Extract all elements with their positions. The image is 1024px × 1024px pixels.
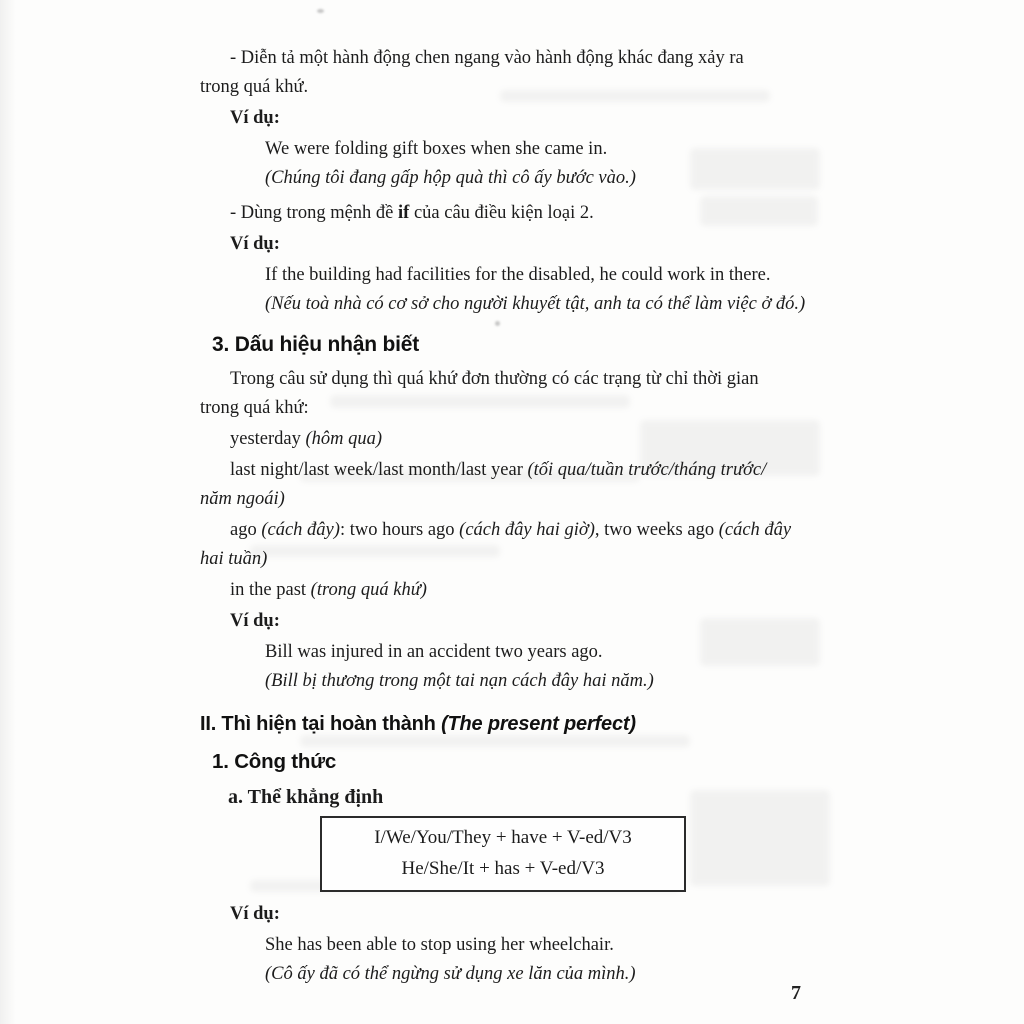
page-content xyxy=(200,44,824,989)
text-run: : two hours ago xyxy=(339,520,460,540)
example-english: She has been able to stop using her wheelchair. xyxy=(265,935,614,955)
subheading-formula: 1. Công thức xyxy=(212,750,337,773)
example-vietnamese: (Bill bị thương trong một tai nạn cách đây hai năm.) xyxy=(265,671,654,691)
example-label: Ví dụ: xyxy=(230,234,280,254)
example-label: Ví dụ: xyxy=(230,108,280,128)
heading-text-italic: (The present perfect) xyxy=(441,713,636,735)
signal-item-yesterday xyxy=(230,425,824,454)
paragraph-line: - Diễn tả một hành động chen ngang vào hành động khác đang xảy ra xyxy=(230,48,744,68)
paragraph-line: trong quá khứ: xyxy=(200,398,309,418)
example-english: If the building had facilities for the disabled, he could work in there. xyxy=(265,265,771,285)
section-heading-signals: 3. Dấu hiệu nhận biết xyxy=(212,333,419,356)
example-english: Bill was injured in an accident two years ago. xyxy=(265,642,603,662)
bullet-usage-interrupt xyxy=(200,44,824,102)
example-label: Ví dụ: xyxy=(230,611,280,631)
text-run-italic: hai tuần) xyxy=(200,549,268,569)
page-number: 7 xyxy=(791,982,801,1004)
text-run-italic: (tối qua/tuần trước/tháng trước/ xyxy=(527,460,767,480)
text-run-italic: (cách đây hai giờ) xyxy=(459,520,595,540)
text-run: in the past xyxy=(230,580,311,600)
text-run: yesterday xyxy=(230,429,306,449)
bullet-usage-if xyxy=(230,199,824,228)
text-run-italic: (cách đây) xyxy=(261,520,340,540)
text-run: last night/last week/last month/last year xyxy=(230,460,528,480)
example-vietnamese: (Cô ấy đã có thể ngừng sử dụng xe lăn của mình.) xyxy=(265,964,636,984)
paragraph-line: Trong câu sử dụng thì quá khứ đơn thường có các trạng từ chỉ thời gian xyxy=(230,369,759,389)
heading-text: II. Thì hiện tại hoàn thành xyxy=(200,713,442,735)
formula-line-singular: He/She/It + has + V-ed/V3 xyxy=(401,858,605,879)
signals-intro xyxy=(200,365,824,423)
example-english: We were folding gift boxes when she came in. xyxy=(265,139,608,159)
example-vietnamese: (Nếu toà nhà có cơ sở cho người khuyết tật, anh ta có thể làm việc ở đó.) xyxy=(265,294,806,314)
formula-line-plural: I/We/You/They + have + V-ed/V3 xyxy=(374,827,632,848)
text-run-italic: năm ngoái) xyxy=(200,489,285,509)
formula-box xyxy=(320,816,686,892)
text-run-italic: (cách đây xyxy=(718,520,792,540)
signal-item-in-the-past xyxy=(230,576,824,605)
text-run: - Dùng trong mệnh đề xyxy=(230,203,399,223)
section-heading-present-perfect xyxy=(200,708,824,740)
text-run: của câu điều kiện loại 2. xyxy=(409,203,594,223)
text-run: , two weeks ago xyxy=(594,520,719,540)
signal-item-ago xyxy=(200,516,824,574)
scan-artifact-dot xyxy=(317,9,324,13)
text-run-italic: (hôm qua) xyxy=(305,429,383,449)
example-label: Ví dụ: xyxy=(230,904,280,924)
paragraph-line: trong quá khứ. xyxy=(200,77,309,97)
example-block xyxy=(265,135,824,193)
text-run-italic: (trong quá khứ) xyxy=(310,580,427,600)
text-run-bold-if: if xyxy=(398,203,410,223)
example-block xyxy=(265,261,824,319)
signal-item-last xyxy=(200,456,824,514)
example-vietnamese: (Chúng tôi đang gấp hộp quà thì cô ấy bước vào.) xyxy=(265,168,636,188)
text-run: ago xyxy=(230,520,262,540)
subheading-affirmative: a. Thể khẳng định xyxy=(228,786,384,808)
example-block xyxy=(265,931,824,989)
example-block xyxy=(265,638,824,696)
